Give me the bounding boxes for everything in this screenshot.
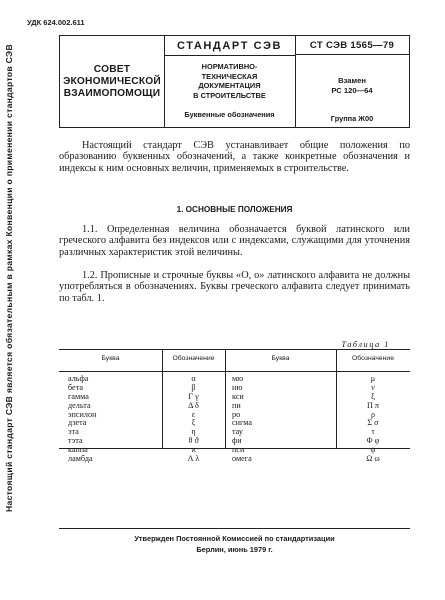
side-note: Настоящий стандарт СЭВ является обязательным в рамках Конвенции о применении стандартов СЭВ: [4, 44, 14, 512]
intro-paragraph: Настоящий стандарт СЭВ устанавливает общие положения по образованию буквенных обозначений, а также конкретные обозначения и индексы к ним основных величин, применяемых в строительстве.: [59, 140, 410, 174]
paragraph-1-2: 1.2. Прописные и строчные буквы «О, о» латинского алфавита не должны употребляться в обозначениях. Буквы греческого алфавита следует принимать по табл. 1.: [59, 270, 410, 304]
council-name: СОВЕТ ЭКОНОМИЧЕСКОЙ ВЗАИМОПОМОЩИ: [63, 64, 161, 99]
paragraph-1-1: 1.1. Определенная величина обозначается буквой латинского или греческого алфавита без индексов или с индексами, служащими для уточнения различных характеристик этой величины.: [59, 224, 410, 258]
section-title: 1. ОСНОВНЫЕ ПОЛОЖЕНИЯ: [176, 205, 293, 214]
header-symbol-right: Обозначение: [351, 355, 395, 362]
header-letter-right: Буква: [271, 355, 290, 362]
left-letter-symbols: α β Γ γ Δ δ ε ξ η θ ϑ ϰ Λ λ: [187, 374, 200, 464]
header-symbol-left: Обозначение: [172, 355, 215, 362]
group-code: Группа Ж00: [330, 114, 374, 123]
document-subject: Буквенные обозначения: [184, 110, 275, 119]
udk-code: УДК 624.002.611: [27, 18, 85, 27]
right-letter-symbols: μ ν ξ Π π ρ Σ σ τ Φ φ ψ Ω ω: [366, 374, 380, 464]
standard-title: СТАНДАРТ СЭВ: [164, 40, 295, 56]
approval-footer: Утвержден Постоянной Комиссией по стандартизации Берлин, июнь 1979 г.: [59, 528, 410, 559]
right-letter-names: мю ню кси пи ро сигма тау фи пси омега: [232, 374, 253, 464]
greek-letters-table: [59, 349, 410, 464]
standard-number: СТ СЭВ 1565—79: [295, 40, 409, 55]
replaces-note: Взамен РС 120—64: [331, 76, 373, 95]
table-label: Таблица 1: [341, 340, 390, 349]
document-type: НОРМАТИВНО- ТЕХНИЧЕСКАЯ ДОКУМЕНТАЦИЯ В СТРОИТЕЛЬСТВЕ: [193, 62, 266, 100]
header-box: [59, 35, 410, 128]
header-letter-left: Буква: [101, 355, 120, 362]
left-letter-names: альфа бета гамма дельта эпсилон дзета эта тэта каппа ламбда: [68, 374, 97, 464]
